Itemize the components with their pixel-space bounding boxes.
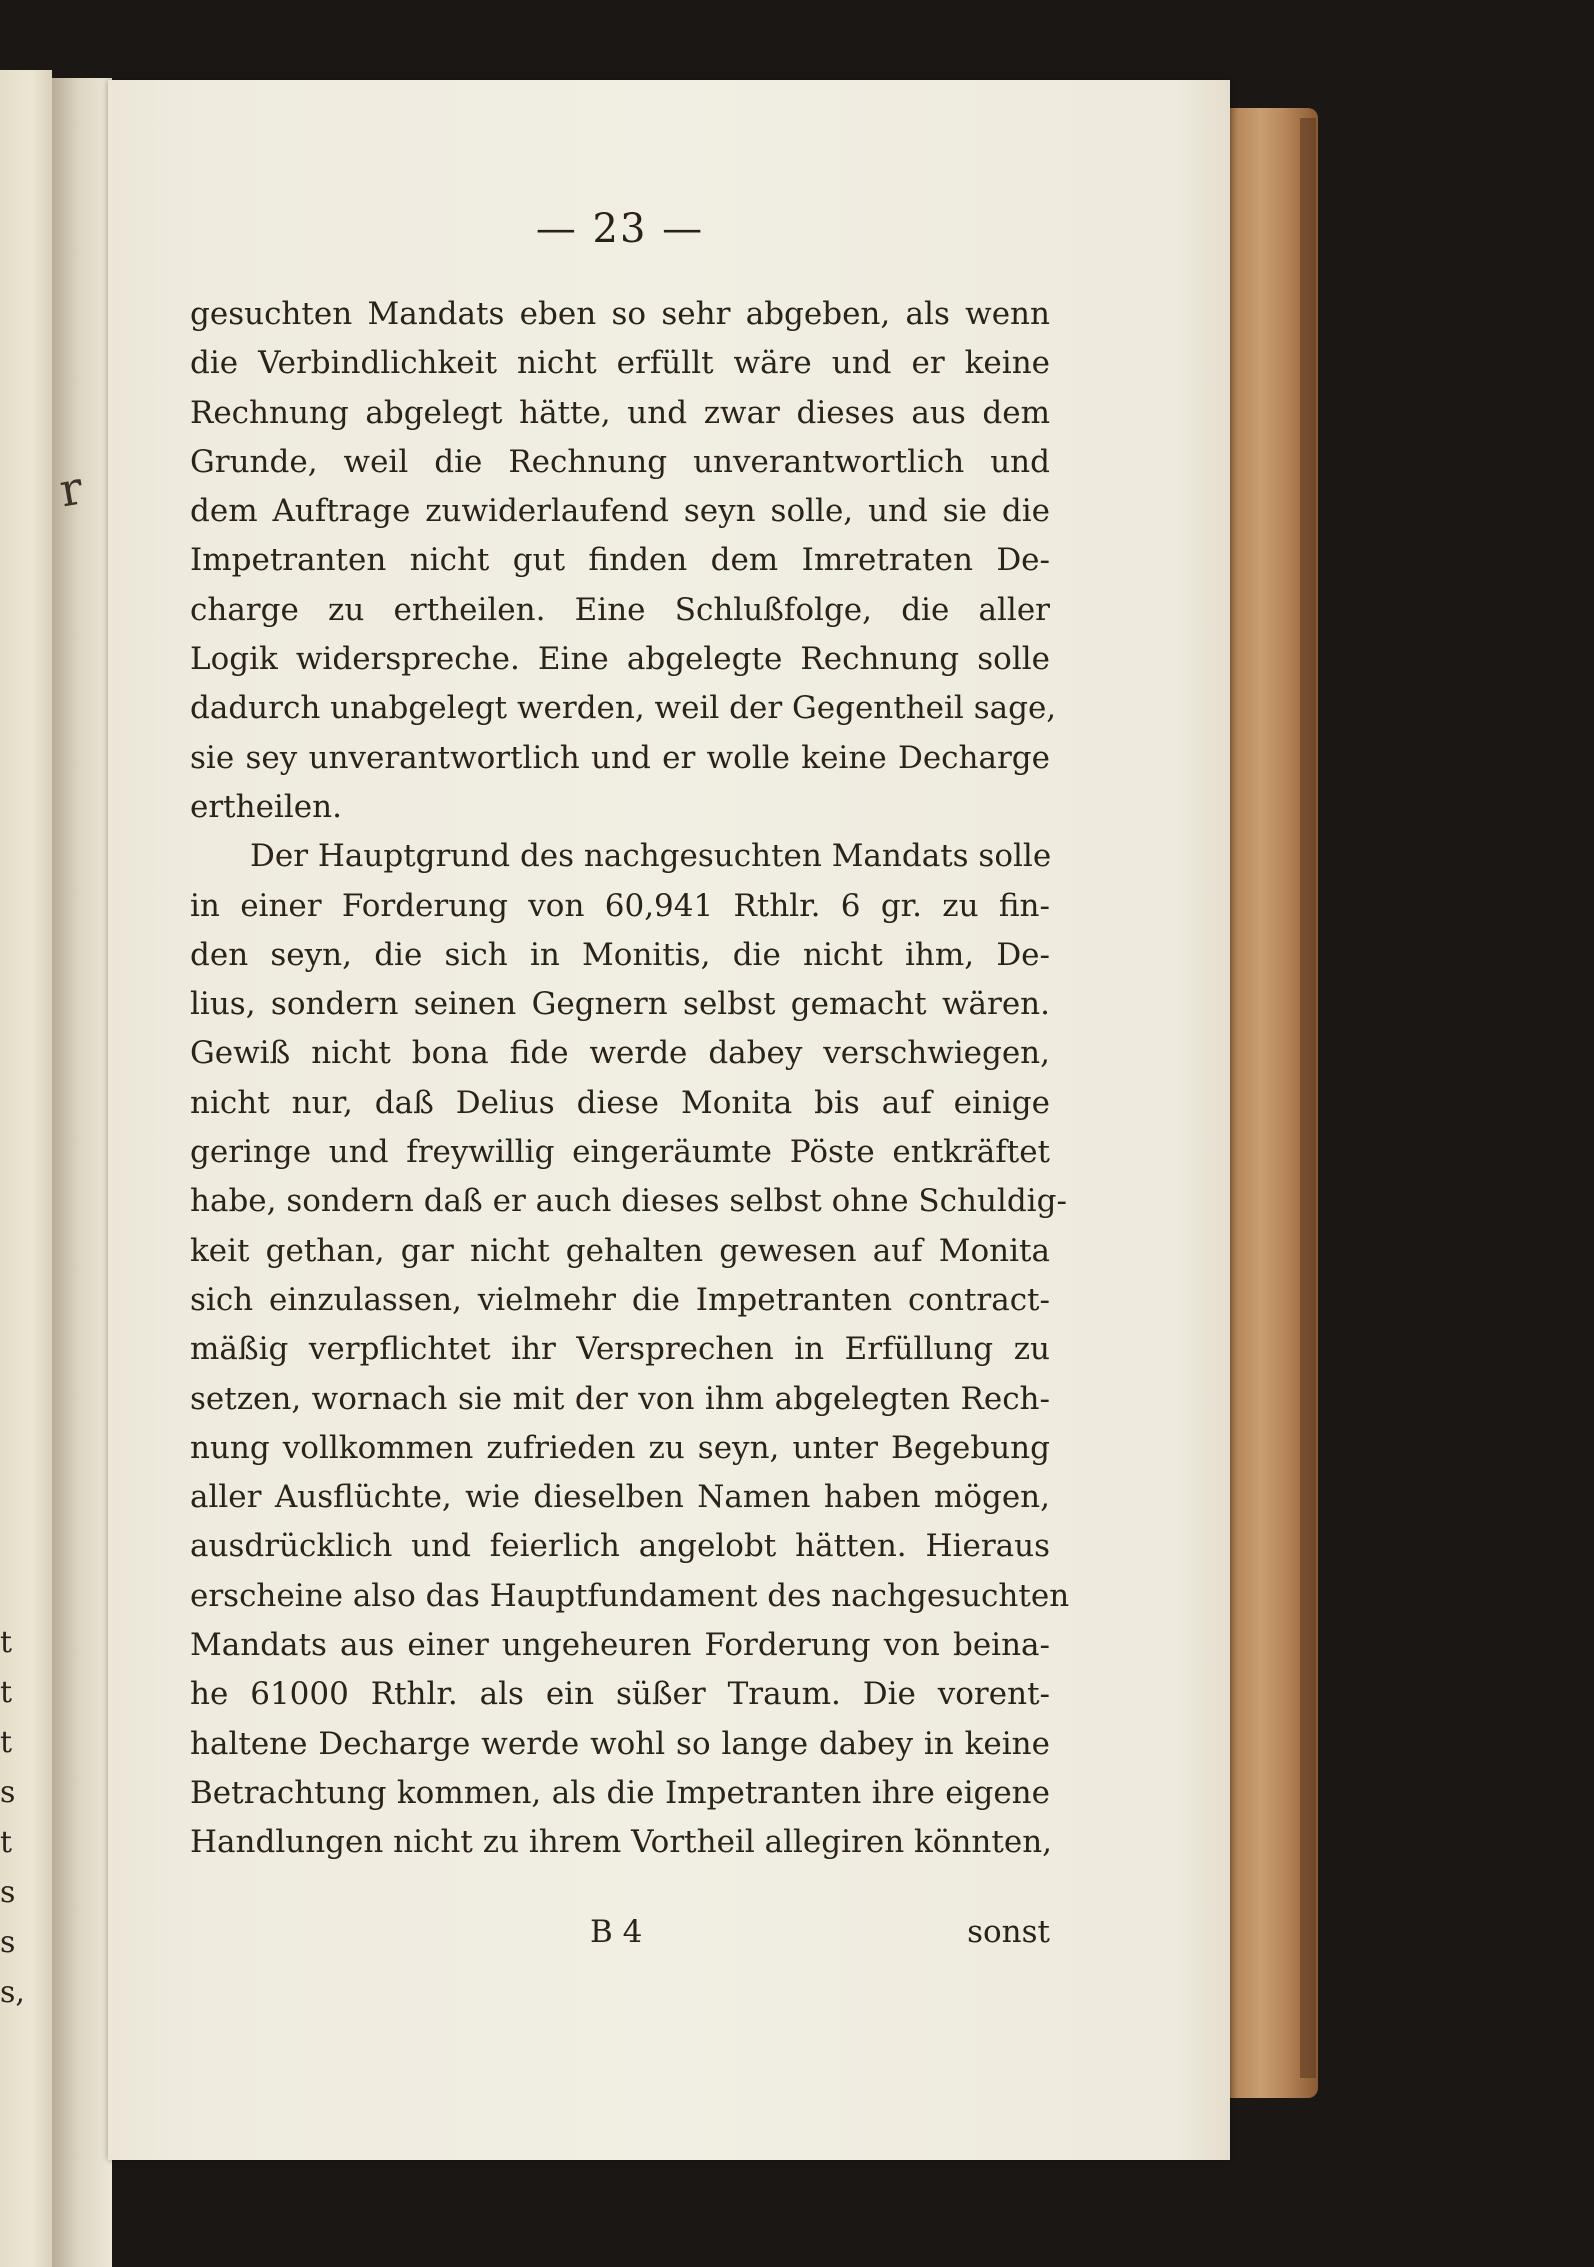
text-line: dadurch unabgelegt werden, weil der Gegentheil sage,	[190, 690, 1057, 727]
facing-page-fragment: t	[0, 1725, 13, 1760]
text-line: he 61000 Rthlr. als ein süßer Traum. Die vorent-	[190, 1676, 1050, 1713]
page-footer	[190, 1914, 1050, 1964]
text-line: dem Auftrage zuwiderlaufend seyn solle, und sie die	[190, 493, 1050, 530]
facing-page-fragment: s	[0, 1775, 16, 1810]
text-line: erscheine also das Hauptfundament des nachgesuchten	[190, 1577, 1070, 1614]
text-line: charge zu ertheilen. Eine Schlußfolge, die aller	[190, 591, 1050, 628]
text-line: Impetranten nicht gut finden dem Imretraten De-	[190, 542, 1050, 579]
facing-page-fragment: s,	[0, 1975, 25, 2010]
page-body-text	[190, 290, 1070, 1868]
text-line: gesuchten Mandats eben so sehr abgeben, als wenn	[190, 296, 1050, 332]
text-line: ertheilen.	[190, 788, 342, 825]
text-line: habe, sondern daß er auch dieses selbst ohne Schuldig-	[190, 1183, 1067, 1220]
text-line: mäßig verpflichtet ihr Versprechen in Erfüllung zu	[190, 1331, 1050, 1368]
text-line: keit gethan, gar nicht gehalten gewesen auf Monita	[190, 1232, 1050, 1269]
text-line: Grunde, weil die Rechnung unverantwortlich und	[190, 443, 1050, 480]
text-line: Der Hauptgrund des nachgesuchten Mandats solle	[250, 838, 1052, 875]
catchword: sonst	[967, 1914, 1050, 1950]
facing-page-fragment: s	[0, 1875, 16, 1910]
text-line: Mandats aus einer ungeheuren Forderung von beina-	[190, 1627, 1050, 1664]
text-line: ausdrücklich und feierlich angelobt hätten. Hieraus	[190, 1528, 1050, 1565]
facing-page-fragment: t	[0, 1625, 13, 1660]
text-line: sie sey unverantwortlich und er wolle keine Decharge	[190, 739, 1050, 776]
facing-page-fragment: t	[0, 1825, 13, 1860]
text-line: den seyn, die sich in Monitis, die nicht ihm, De-	[190, 936, 1050, 973]
text-line: lius, sondern seinen Gegnern selbst gemacht wären.	[190, 986, 1050, 1023]
signature-mark: B 4	[590, 1914, 643, 1950]
text-line: Rechnung abgelegt hätte, und zwar dieses aus dem	[190, 394, 1050, 431]
text-line: setzen, wornach sie mit der von ihm abgelegten Rech-	[190, 1380, 1050, 1417]
text-line: haltene Decharge werde wohl so lange dabey in keine	[190, 1725, 1050, 1762]
text-line: Gewiß nicht bona fide werde dabey verschwiegen,	[190, 1035, 1050, 1072]
text-line: geringe und freywillig eingeräumte Pöste entkräftet	[190, 1134, 1050, 1171]
text-line: Logik widerspreche. Eine abgelegte Rechnung solle	[190, 641, 1050, 678]
text-line: Handlungen nicht zu ihrem Vortheil allegiren könnten,	[190, 1824, 1053, 1861]
text-line: sich einzulassen, vielmehr die Impetranten contract-	[190, 1281, 1050, 1318]
text-line: die Verbindlichkeit nicht erfüllt wäre und er keine	[190, 345, 1050, 382]
page-number-header: — 23 —	[535, 206, 705, 252]
margin-annotation: r	[55, 460, 87, 518]
facing-page-fragment: t	[0, 1675, 13, 1710]
text-line: in einer Forderung von 60,941 Rthlr. 6 gr. zu fin-	[190, 887, 1050, 924]
text-line: nung vollkommen zufrieden zu seyn, unter Begebung	[190, 1429, 1050, 1466]
text-line: nicht nur, daß Delius diese Monita bis auf einige	[190, 1084, 1050, 1121]
binding-shadow	[1300, 118, 1316, 2078]
text-line: aller Ausflüchte, wie dieselben Namen haben mögen,	[190, 1479, 1050, 1516]
facing-page-edge	[0, 70, 52, 2267]
facing-page-fragment: s	[0, 1925, 16, 1960]
gutter-shadow	[52, 78, 112, 2267]
text-line: Betrachtung kommen, als die Impetranten ihre eigene	[190, 1774, 1050, 1811]
